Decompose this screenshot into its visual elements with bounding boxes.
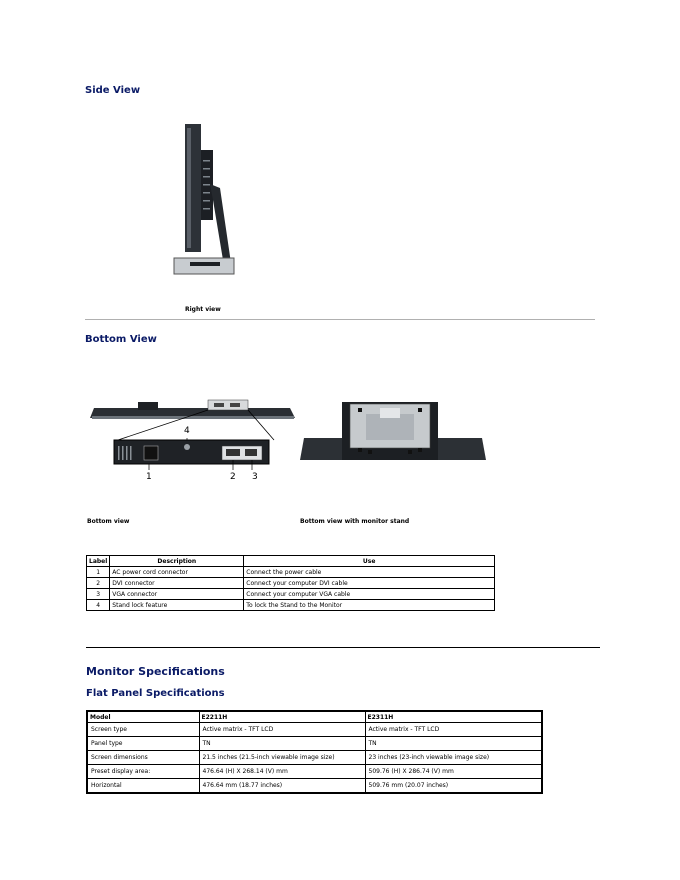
cell-use: Connect your computer DVI cable [244,578,495,589]
spec-name: Screen dimensions [87,751,199,765]
header-description: Description [110,556,244,567]
chapter-divider [86,647,600,648]
side-view-caption: Right view [185,306,221,313]
callout-2: 2 [230,472,236,482]
spec-value: 21.5 inches (21.5-inch viewable image size) [199,751,365,765]
header-e2311h: E2311H [365,711,542,723]
cell-use: To lock the Stand to the Monitor [244,600,495,611]
table-row [87,751,542,765]
spec-value: 509.76 mm (20.07 inches) [365,779,542,794]
header-label: Label [87,556,110,567]
table-row [87,765,542,779]
cell-label: 1 [87,567,110,578]
section-divider [85,319,595,320]
table-row [87,567,495,578]
monitor-side-image [170,120,240,280]
table-row [87,578,495,589]
cell-description: DVI connector [110,578,244,589]
table-header-row [87,556,495,567]
table-row [87,737,542,751]
spec-value: 509.76 (H) X 286.74 (V) mm [365,765,542,779]
header-use: Use [244,556,495,567]
spec-value: Active matrix - TFT LCD [199,723,365,737]
table-row [87,589,495,600]
cell-label: 3 [87,589,110,600]
monitor-specifications-heading: Monitor Specifications [86,665,225,678]
flat-panel-specs-table [86,710,543,794]
table-row [87,723,542,737]
spec-name: Horizontal [87,779,199,794]
cell-description: VGA connector [110,589,244,600]
bottom-view-heading: Bottom View [85,334,157,345]
header-e2211h: E2211H [199,711,365,723]
flat-panel-specifications-heading: Flat Panel Specifications [86,688,225,699]
cell-label: 2 [87,578,110,589]
table-row [87,779,542,794]
spec-value: TN [199,737,365,751]
spec-value: 476.64 mm (18.77 inches) [199,779,365,794]
cell-description: AC power cord connector [110,567,244,578]
bottom-view-stand-caption: Bottom view with monitor stand [300,518,410,525]
table-row [87,711,542,723]
bottom-view-caption: Bottom view [87,518,130,525]
monitor-bottom-with-stand-image [300,398,486,464]
spec-name: Preset display area: [87,765,199,779]
callout-4: 4 [184,426,190,436]
callout-3: 3 [252,472,258,482]
cell-label: 4 [87,600,110,611]
cell-use: Connect the power cable [244,567,495,578]
callout-1: 1 [146,472,152,482]
spec-name: Screen type [87,723,199,737]
cell-use: Connect your computer VGA cable [244,589,495,600]
header-model: Model [87,711,199,723]
spec-value: 23 inches (23-inch viewable image size) [365,751,542,765]
table-row [87,600,495,611]
connector-table [86,555,495,611]
side-view-heading: Side View [85,85,141,96]
spec-value: 476.64 (H) X 268.14 (V) mm [199,765,365,779]
spec-value: Active matrix - TFT LCD [365,723,542,737]
monitor-bottom-image [90,390,300,490]
spec-name: Panel type [87,737,199,751]
cell-description: Stand lock feature [110,600,244,611]
spec-value: TN [365,737,542,751]
